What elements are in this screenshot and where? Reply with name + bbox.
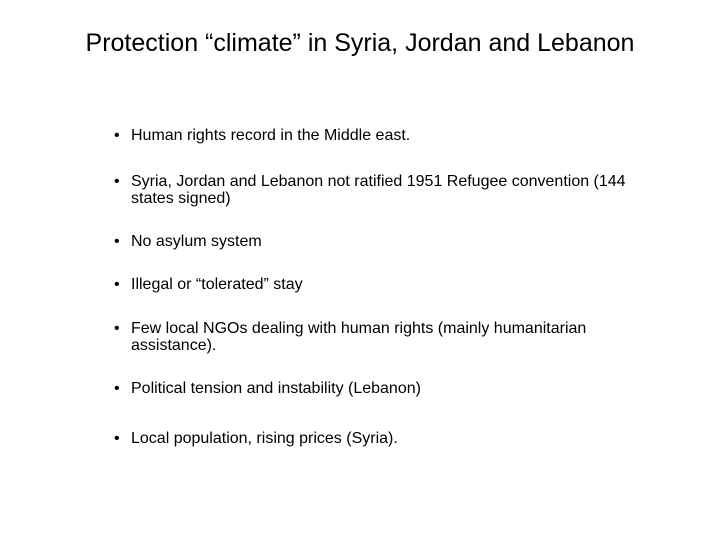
bullet-item-political-tension	[114, 380, 674, 397]
bullet-item-local-population	[114, 430, 674, 447]
bullet-dot-icon: •	[114, 127, 120, 144]
bullet-text: Few local NGOs dealing with human rights (mainly humanitarian assistance).	[131, 320, 587, 354]
bullet-text: Human rights record in the Middle east.	[131, 127, 411, 144]
bullet-item-human-rights	[114, 127, 674, 144]
bullet-dot-icon: •	[114, 320, 120, 337]
bullet-text: No asylum system	[131, 233, 262, 250]
bullet-text: Illegal or “tolerated” stay	[131, 276, 303, 293]
bullet-dot-icon: •	[114, 173, 120, 190]
slide-title: Protection “climate” in Syria, Jordan and Lebanon	[85, 29, 635, 57]
bullet-item-refugee-convention	[114, 173, 654, 207]
bullet-item-local-ngos	[114, 320, 654, 354]
bullet-dot-icon: •	[114, 276, 120, 293]
bullet-item-illegal-stay	[114, 276, 674, 293]
bullet-dot-icon: •	[114, 233, 120, 250]
bullet-dot-icon: •	[114, 380, 120, 397]
bullet-text: Local population, rising prices (Syria).	[131, 430, 398, 447]
bullet-dot-icon: •	[114, 430, 120, 447]
bullet-item-asylum-system	[114, 233, 674, 250]
bullet-text: Political tension and instability (Lebanon)	[131, 380, 421, 397]
bullet-text: Syria, Jordan and Lebanon not ratified 1951 Refugee convention (144 states signed)	[131, 173, 626, 207]
